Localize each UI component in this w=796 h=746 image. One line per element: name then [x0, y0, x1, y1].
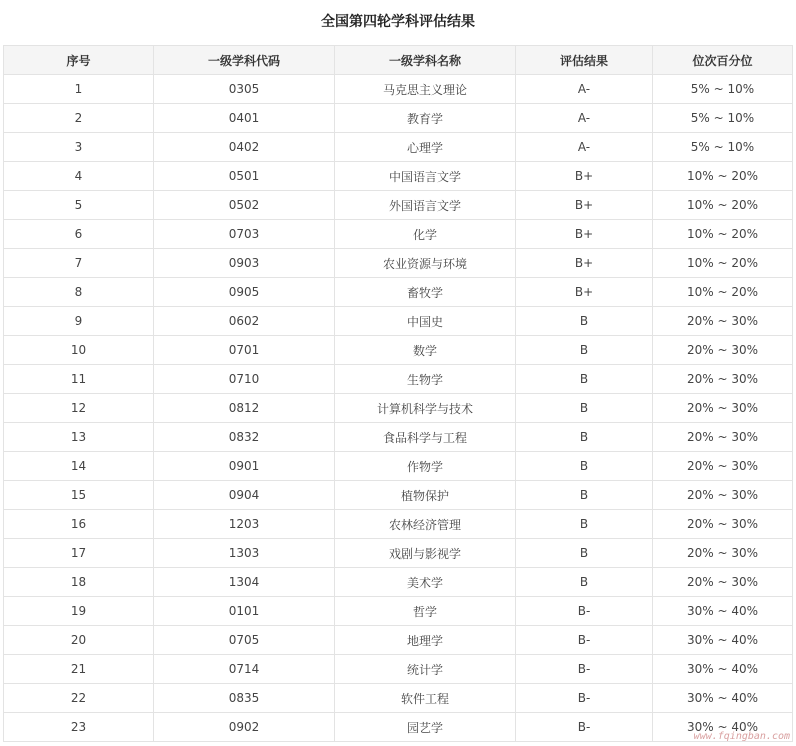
cell-name: 作物学 [335, 452, 516, 481]
cell-index: 13 [4, 423, 154, 452]
cell-name: 畜牧学 [335, 278, 516, 307]
cell-index: 7 [4, 249, 154, 278]
cell-code: 0835 [154, 684, 335, 713]
cell-name: 外国语言文学 [335, 191, 516, 220]
cell-index: 12 [4, 394, 154, 423]
cell-percentile: 30% ~ 40% [653, 626, 793, 655]
cell-index: 2 [4, 104, 154, 133]
cell-name: 心理学 [335, 133, 516, 162]
cell-code: 0602 [154, 307, 335, 336]
table-row [4, 510, 793, 539]
cell-result: B [516, 568, 653, 597]
cell-result: B+ [516, 249, 653, 278]
table-row [4, 220, 793, 249]
cell-code: 0812 [154, 394, 335, 423]
cell-result: B [516, 452, 653, 481]
table-row [4, 394, 793, 423]
cell-percentile: 5% ~ 10% [653, 75, 793, 104]
cell-result: B [516, 365, 653, 394]
cell-percentile: 20% ~ 30% [653, 394, 793, 423]
cell-name: 农林经济管理 [335, 510, 516, 539]
cell-result: B+ [516, 220, 653, 249]
cell-result: B- [516, 684, 653, 713]
cell-name: 生物学 [335, 365, 516, 394]
cell-code: 1303 [154, 539, 335, 568]
cell-code: 0402 [154, 133, 335, 162]
table-row [4, 365, 793, 394]
cell-code: 0502 [154, 191, 335, 220]
cell-name: 统计学 [335, 655, 516, 684]
cell-percentile: 10% ~ 20% [653, 162, 793, 191]
cell-percentile: 20% ~ 30% [653, 336, 793, 365]
cell-index: 22 [4, 684, 154, 713]
cell-percentile: 20% ~ 30% [653, 365, 793, 394]
cell-result: B [516, 336, 653, 365]
cell-percentile: 10% ~ 20% [653, 278, 793, 307]
cell-index: 6 [4, 220, 154, 249]
cell-result: A- [516, 104, 653, 133]
cell-result: B [516, 423, 653, 452]
cell-code: 0901 [154, 452, 335, 481]
table-body [4, 75, 793, 742]
cell-percentile: 5% ~ 10% [653, 133, 793, 162]
cell-percentile: 10% ~ 20% [653, 249, 793, 278]
cell-result: B [516, 510, 653, 539]
cell-code: 0101 [154, 597, 335, 626]
table-row [4, 133, 793, 162]
cell-result: B+ [516, 278, 653, 307]
cell-percentile: 5% ~ 10% [653, 104, 793, 133]
cell-percentile: 20% ~ 30% [653, 568, 793, 597]
table-row [4, 278, 793, 307]
column-header-index: 序号 [4, 46, 154, 75]
cell-index: 5 [4, 191, 154, 220]
cell-name: 哲学 [335, 597, 516, 626]
cell-name: 农业资源与环境 [335, 249, 516, 278]
cell-result: B+ [516, 162, 653, 191]
cell-result: B [516, 539, 653, 568]
cell-result: B- [516, 626, 653, 655]
cell-percentile: 20% ~ 30% [653, 307, 793, 336]
cell-code: 1203 [154, 510, 335, 539]
column-header-name: 一级学科名称 [335, 46, 516, 75]
cell-name: 计算机科学与技术 [335, 394, 516, 423]
cell-percentile: 30% ~ 40% [653, 713, 793, 742]
cell-percentile: 20% ~ 30% [653, 481, 793, 510]
cell-name: 园艺学 [335, 713, 516, 742]
cell-index: 15 [4, 481, 154, 510]
cell-percentile: 20% ~ 30% [653, 539, 793, 568]
cell-percentile: 10% ~ 20% [653, 191, 793, 220]
cell-name: 数学 [335, 336, 516, 365]
table-row [4, 162, 793, 191]
table-row [4, 626, 793, 655]
cell-index: 21 [4, 655, 154, 684]
cell-name: 教育学 [335, 104, 516, 133]
cell-name: 美术学 [335, 568, 516, 597]
cell-code: 0401 [154, 104, 335, 133]
cell-index: 3 [4, 133, 154, 162]
cell-percentile: 30% ~ 40% [653, 655, 793, 684]
cell-result: A- [516, 133, 653, 162]
cell-index: 10 [4, 336, 154, 365]
cell-index: 16 [4, 510, 154, 539]
cell-code: 0705 [154, 626, 335, 655]
cell-name: 戏剧与影视学 [335, 539, 516, 568]
cell-code: 0904 [154, 481, 335, 510]
cell-result: B- [516, 597, 653, 626]
cell-result: B [516, 307, 653, 336]
table-row [4, 307, 793, 336]
cell-percentile: 20% ~ 30% [653, 452, 793, 481]
cell-code: 0703 [154, 220, 335, 249]
column-header-result: 评估结果 [516, 46, 653, 75]
cell-name: 中国史 [335, 307, 516, 336]
cell-code: 0902 [154, 713, 335, 742]
cell-index: 9 [4, 307, 154, 336]
table-row [4, 597, 793, 626]
table-header-row [4, 46, 793, 75]
table-row [4, 481, 793, 510]
column-header-code: 一级学科代码 [154, 46, 335, 75]
cell-code: 0305 [154, 75, 335, 104]
table-row [4, 539, 793, 568]
cell-name: 化学 [335, 220, 516, 249]
cell-result: B [516, 394, 653, 423]
table-row [4, 684, 793, 713]
cell-result: A- [516, 75, 653, 104]
cell-index: 8 [4, 278, 154, 307]
table-row [4, 104, 793, 133]
cell-index: 14 [4, 452, 154, 481]
page-title: 全国第四轮学科评估结果 [321, 14, 475, 30]
cell-name: 中国语言文学 [335, 162, 516, 191]
watermark: www.fqingban.com [693, 731, 790, 742]
cell-name: 马克思主义理论 [335, 75, 516, 104]
cell-index: 11 [4, 365, 154, 394]
column-header-percentile: 位次百分位 [653, 46, 793, 75]
cell-index: 20 [4, 626, 154, 655]
cell-code: 0701 [154, 336, 335, 365]
cell-name: 地理学 [335, 626, 516, 655]
cell-name: 软件工程 [335, 684, 516, 713]
cell-code: 1304 [154, 568, 335, 597]
table-row [4, 336, 793, 365]
cell-index: 1 [4, 75, 154, 104]
cell-name: 植物保护 [335, 481, 516, 510]
cell-percentile: 30% ~ 40% [653, 684, 793, 713]
table-row [4, 75, 793, 104]
cell-code: 0905 [154, 278, 335, 307]
table-row [4, 423, 793, 452]
cell-index: 18 [4, 568, 154, 597]
cell-code: 0710 [154, 365, 335, 394]
table-row [4, 452, 793, 481]
cell-index: 4 [4, 162, 154, 191]
table-row [4, 191, 793, 220]
cell-index: 17 [4, 539, 154, 568]
cell-code: 0903 [154, 249, 335, 278]
cell-name: 食品科学与工程 [335, 423, 516, 452]
table-row [4, 655, 793, 684]
cell-result: B- [516, 713, 653, 742]
cell-code: 0832 [154, 423, 335, 452]
cell-percentile: 10% ~ 20% [653, 220, 793, 249]
cell-result: B+ [516, 191, 653, 220]
cell-percentile: 30% ~ 40% [653, 597, 793, 626]
cell-result: B [516, 481, 653, 510]
results-table [3, 45, 793, 742]
table-row [4, 568, 793, 597]
cell-index: 23 [4, 713, 154, 742]
cell-percentile: 20% ~ 30% [653, 510, 793, 539]
cell-code: 0714 [154, 655, 335, 684]
table-row [4, 713, 793, 742]
cell-percentile: 20% ~ 30% [653, 423, 793, 452]
cell-result: B- [516, 655, 653, 684]
cell-code: 0501 [154, 162, 335, 191]
cell-index: 19 [4, 597, 154, 626]
table-row [4, 249, 793, 278]
